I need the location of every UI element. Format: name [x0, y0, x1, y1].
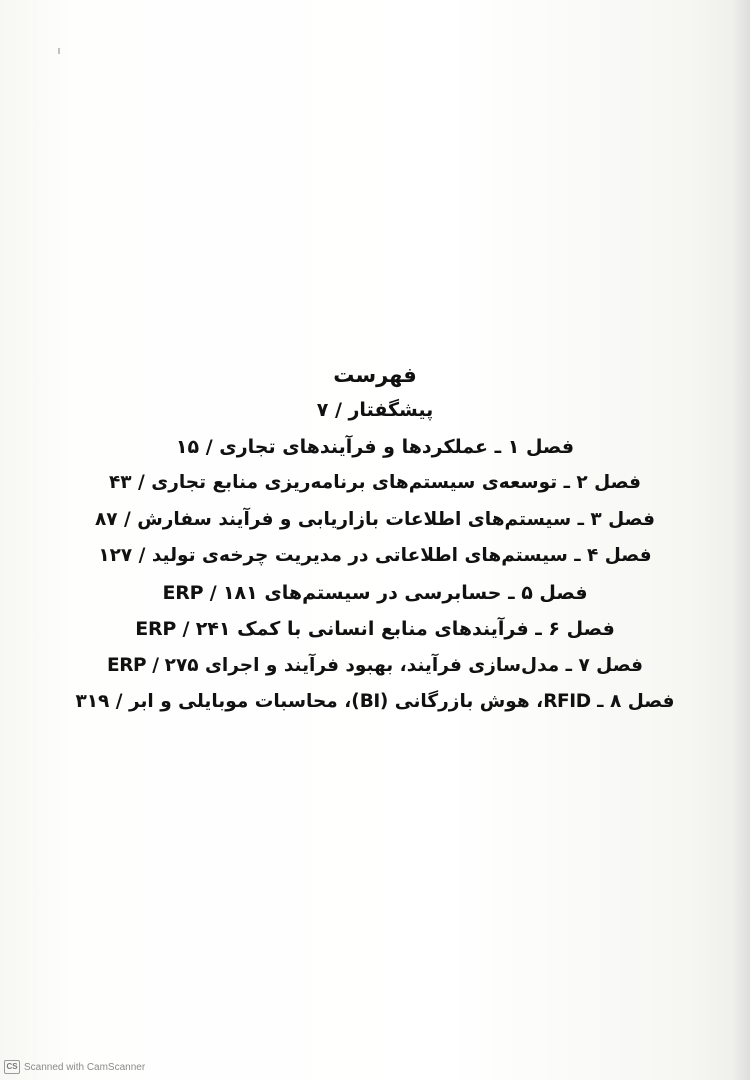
toc-title: فهرست: [333, 363, 417, 387]
toc-entry-chapter-5: فصل ۵ ـ حسابرسی در سیستم‌های ERP / ۱۸۱: [162, 581, 588, 604]
toc-entry-chapter-2: فصل ۲ ـ توسعه‌ی سیستم‌های برنامه‌ریزی منابع تجاری / ۴۳: [109, 472, 641, 493]
toc-entry-chapter-6: فصل ۶ ـ فرآیندهای منابع انسانی با کمک ERP / ۲۴۱: [135, 618, 615, 640]
toc-entry-chapter-7: فصل ۷ ـ مدل‌سازی فرآیند، بهبود فرآیند و اجرای ERP / ۲۷۵: [106, 654, 644, 676]
camscanner-watermark: [4, 1060, 145, 1074]
toc-entry-chapter-1: فصل ۱ ـ عملکردها و فرآیندهای تجاری / ۱۵: [175, 435, 575, 458]
toc-entry-chapter-8: فصل ۸ ـ RFID، هوش بازرگانی (BI)، محاسبات موبایلی و ابر / ۳۱۹: [75, 691, 675, 712]
watermark-text: Scanned with CamScanner: [24, 1061, 146, 1073]
toc-entry-chapter-3: فصل ۳ ـ سیستم‌های اطلاعات بازاریابی و فرآیند سفارش / ۸۷: [95, 508, 655, 530]
toc-entry-chapter-4: فصل ۴ ـ سیستم‌های اطلاعاتی در مدیریت چرخه‌ی تولید / ۱۲۷: [98, 545, 652, 566]
scan-speck: [58, 48, 60, 54]
toc-entry-preface: پیشگفتار / ۷: [316, 399, 434, 421]
table-of-contents: [60, 358, 690, 721]
camscanner-logo-icon: CS: [4, 1060, 20, 1074]
page-edge-shadow: [732, 0, 750, 1080]
